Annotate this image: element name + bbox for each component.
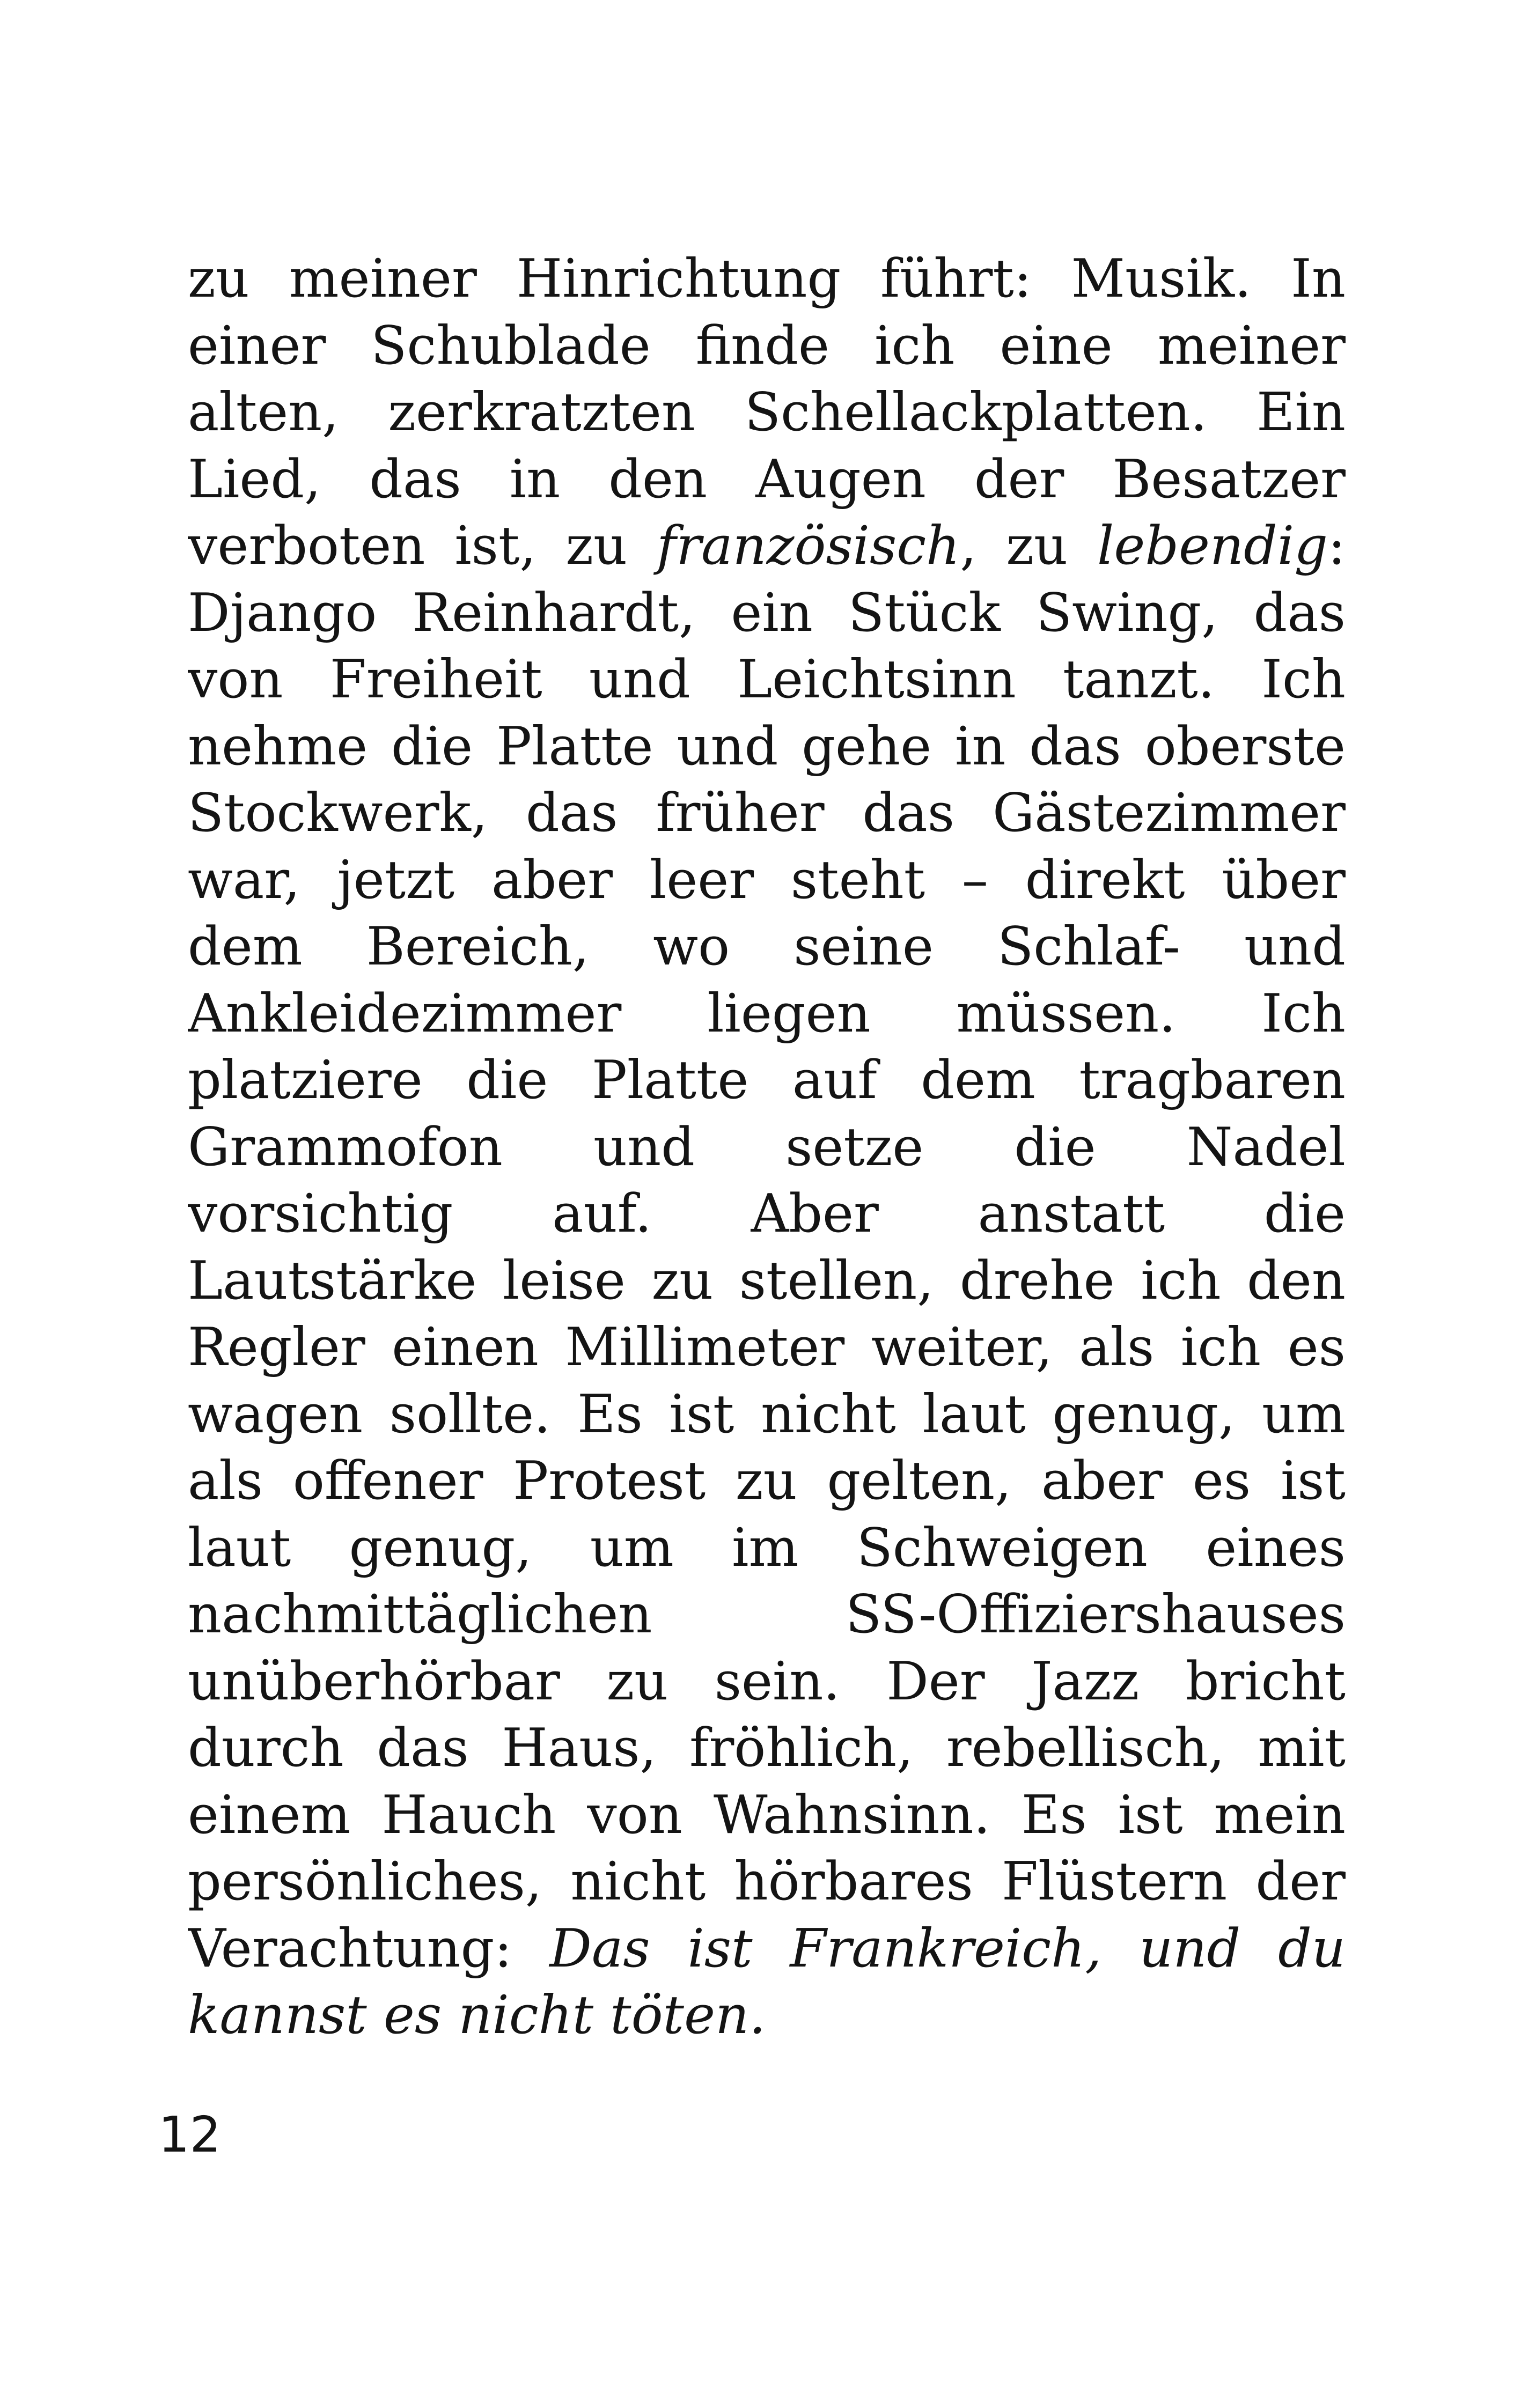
text-segment: , zu <box>960 516 1097 577</box>
text-line <box>188 1047 1346 1114</box>
text-segment: alten, zerkratzten Schellackplatten. Ein <box>188 382 1346 443</box>
body-text <box>188 246 1346 2049</box>
text-line <box>188 1782 1346 1849</box>
text-line <box>188 1581 1346 1648</box>
text-segment: laut genug, um im Schweigen eines <box>188 1517 1346 1579</box>
text-segment: Grammofon und setze die Nadel <box>188 1116 1346 1178</box>
text-segment: als offener Protest zu gelten, aber es ist <box>188 1450 1346 1512</box>
text-line <box>188 646 1346 713</box>
text-segment: verboten ist, zu <box>188 516 657 577</box>
text-line <box>188 1648 1346 1715</box>
text-segment: Lied, das in den Augen der Besatzer <box>188 448 1346 510</box>
text-segment: wagen sollte. Es ist nicht laut genug, um <box>188 1383 1346 1445</box>
text-line <box>188 713 1346 780</box>
italic-text: Das ist Frankreich, und du <box>549 1918 1346 1979</box>
text-segment: durch das Haus, fröhlich, rebellisch, mit <box>188 1718 1346 1779</box>
text-line <box>188 1515 1346 1582</box>
text-line <box>188 1181 1346 1248</box>
text-line <box>188 1381 1346 1448</box>
text-segment: nachmittäglichen SS-Offiziershauses <box>188 1584 1346 1645</box>
text-line <box>188 446 1346 513</box>
italic-text: französisch <box>657 516 960 577</box>
text-segment: einem Hauch von Wahnsinn. Es ist mein <box>188 1784 1346 1846</box>
text-line <box>188 1448 1346 1515</box>
text-line <box>188 914 1346 981</box>
text-line <box>188 1715 1346 1782</box>
text-segment: : <box>1327 516 1346 577</box>
text-line <box>188 1314 1346 1381</box>
text-line <box>188 379 1346 446</box>
text-segment: einer Schublade finde ich eine meiner <box>188 315 1346 377</box>
page-number: 12 <box>158 2106 222 2163</box>
text-segment: Regler einen Millimeter weiter, als ich es <box>188 1317 1346 1378</box>
text-segment: vorsichtig auf. Aber anstatt die <box>188 1183 1346 1244</box>
italic-text: kannst es nicht töten. <box>188 1985 766 2046</box>
text-segment: Django Reinhardt, ein Stück Swing, das <box>188 582 1346 644</box>
text-line <box>188 981 1346 1048</box>
text-segment: nehme die Platte und gehe in das oberste <box>188 716 1346 777</box>
text-line <box>188 246 1346 313</box>
text-segment: platziere die Platte auf dem tragbaren <box>188 1050 1346 1111</box>
text-segment: persönliches, nicht hörbares Flüstern der <box>188 1851 1346 1912</box>
text-segment: Verachtung: <box>188 1918 550 1979</box>
text-segment: Ankleidezimmer liegen müssen. Ich <box>188 983 1346 1044</box>
text-segment: zu meiner Hinrichtung führt: Musik. In <box>188 248 1346 310</box>
text-line <box>188 313 1346 380</box>
text-segment: unüberhörbar zu sein. Der Jazz bricht <box>188 1651 1346 1712</box>
text-segment: dem Bereich, wo seine Schlaf- und <box>188 916 1346 977</box>
text-line <box>188 580 1346 647</box>
text-line <box>188 847 1346 914</box>
text-line <box>188 1916 1346 1983</box>
italic-text: lebendig <box>1097 516 1328 577</box>
text-line <box>188 513 1346 580</box>
text-line <box>188 780 1346 847</box>
text-line <box>188 1248 1346 1315</box>
text-line <box>188 1982 1346 2049</box>
text-line <box>188 1849 1346 1916</box>
text-segment: Stockwerk, das früher das Gästezimmer <box>188 783 1346 844</box>
text-segment: von Freiheit und Leichtsinn tanzt. Ich <box>188 649 1346 710</box>
text-line <box>188 1114 1346 1181</box>
text-segment: war, jetzt aber leer steht – direkt über <box>188 849 1346 911</box>
text-segment: Lautstärke leise zu stellen, drehe ich den <box>188 1250 1346 1312</box>
